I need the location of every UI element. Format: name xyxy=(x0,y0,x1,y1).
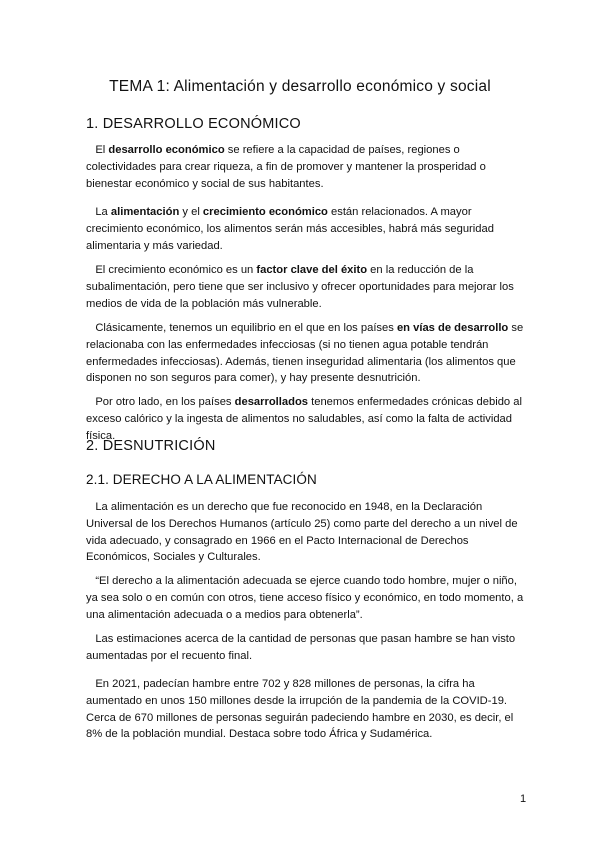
section-1-heading: 1. DESARROLLO ECONÓMICO xyxy=(86,116,301,132)
bold-term: alimentación xyxy=(110,206,180,218)
bold-term: desarrollo económico xyxy=(108,144,225,156)
bold-term: factor clave del éxito xyxy=(256,264,368,276)
section-1-paragraph-2: La alimentación y el crecimiento económico están relacionados. A mayor crecimiento económico, los alimentos serán más accesibles, habrá más seguridad alimentaria y más variedad. xyxy=(86,206,494,252)
section-2-heading: 2. DESNUTRICIÓN xyxy=(86,438,216,454)
section-1-paragraph-3: El crecimiento económico es un factor clave del éxito en la reducción de la subalimentación, pero tiene que ser inclusivo y ofrecer oportunidades para mejorar los medios de vida de la población más vulnerable. xyxy=(86,264,514,310)
section-1-paragraph-5: Por otro lado, en los países desarrollados tenemos enfermedades crónicas debido al exceso calórico y la ingesta de alimentos no saludables, así como la falta de actividad física. xyxy=(86,396,522,442)
subsection-2-1-heading: 2.1. DERECHO A LA ALIMENTACIÓN xyxy=(86,472,317,487)
subsection-2-1-paragraph-4: En 2021, padecían hambre entre 702 y 828 millones de personas, la cifra ha aumentado en unos 150 millones desde la irrupción de la pandemia de la COVID-19. Cerca de 670 millones de personas seguirán padeciendo hambre en 2030, es decir, el 8% de la población mundial. Destaca sobre todo África y Sudamérica. xyxy=(86,678,514,741)
section-1-paragraph-4: Clásicamente, tenemos un equilibrio en el que en los países en vías de desarrollo se relacionaba con las enfermedades infecciosas (si no tienen agua potable tendrán enfermedades infecciosas). Además, tienen inseguridad alimentaria (los alimentos que disponen no son seguros para comer), y hay presente desnutrición. xyxy=(86,322,524,385)
section-1-paragraph-1: El desarrollo económico se refiere a la capacidad de países, regiones o colectividades para crear riqueza, a fin de promover y mantener la prosperidad o bienestar económico y social de sus habitantes. xyxy=(86,144,486,190)
bold-term: en vías de desarrollo xyxy=(396,322,509,334)
subsection-2-1-quote: “El derecho a la alimentación adecuada se ejerce cuando todo hombre, mujer o niño, ya sea solo o en común con otros, tiene acceso físico y económico, en todo momento, a una alimentación adecuada o a medios para obtenerla”. xyxy=(86,575,524,621)
page-number: 1 xyxy=(520,793,527,805)
bold-term: desarrollados xyxy=(234,396,309,408)
subsection-2-1-paragraph-1: La alimentación es un derecho que fue reconocido en 1948, en la Declaración Universal de los Derechos Humanos (artículo 25) como parte del derecho a un nivel de vida adecuado, y consagrado en 1966 en el Pacto Internacional de Derechos Económicos, Sociales y Culturales. xyxy=(86,501,518,564)
document-title: TEMA 1: Alimentación y desarrollo económico y social xyxy=(109,78,491,95)
subsection-2-1-paragraph-3: Las estimaciones acerca de la cantidad de personas que pasan hambre se han visto aumentadas por el recuento final. xyxy=(86,633,516,662)
bold-term: crecimiento económico xyxy=(202,206,328,218)
